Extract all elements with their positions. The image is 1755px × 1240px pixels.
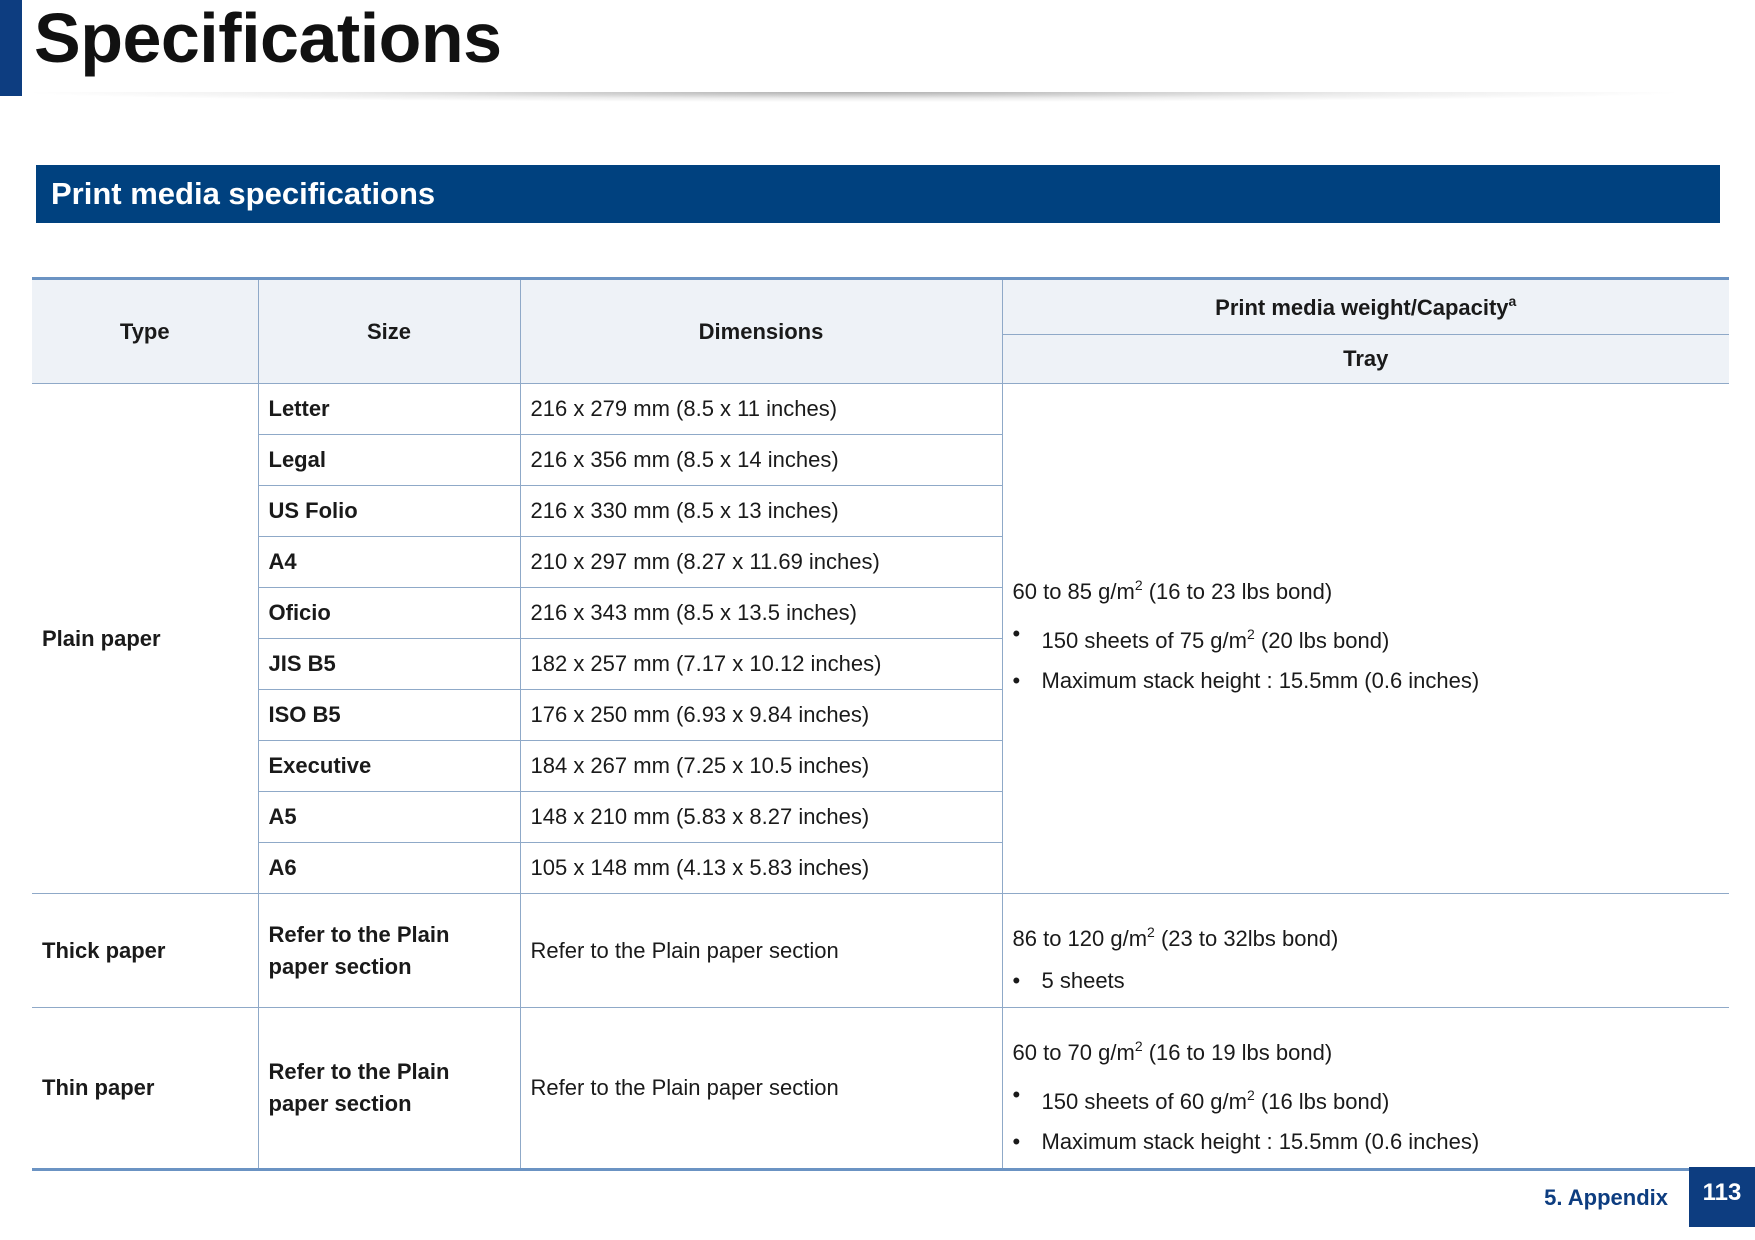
dimensions-cell: 216 x 279 mm (8.5 x 11 inches) — [520, 384, 1002, 435]
section-title: Print media specifications — [51, 176, 436, 211]
size-cell: JIS B5 — [258, 639, 520, 690]
size-cell: Oficio — [258, 588, 520, 639]
plain-paper-weight: 60 to 85 $g/m^2$ (16 to 23 lbs bond) — [1012, 576, 1333, 604]
thin-paper-capacity — [1002, 1008, 1729, 1170]
header-type: Type — [32, 279, 258, 384]
size-cell: A6 — [258, 843, 520, 894]
table-row — [32, 384, 1729, 435]
list-item: • 150 sheets of 60 $g/m^2$ (16 lbs bond) — [1012, 1082, 1390, 1114]
bullet-icon: • — [1012, 968, 1021, 993]
dimensions-cell: 184 x 267 mm (7.25 x 10.5 inches) — [520, 741, 1002, 792]
table-row-thick-paper — [32, 894, 1729, 1008]
bullet-icon: • — [1012, 1129, 1021, 1154]
footnote-marker: a — [1508, 293, 1517, 309]
dimensions-cell: 216 x 356 mm (8.5 x 14 inches) — [520, 435, 1002, 486]
bullet-icon: • — [1012, 667, 1021, 693]
dimensions-cell: 216 x 343 mm (8.5 x 13.5 inches) — [520, 588, 1002, 639]
type-thin-paper: Thin paper — [32, 1008, 258, 1170]
dimensions-cell: 148 x 210 mm (5.83 x 8.27 inches) — [520, 792, 1002, 843]
dimensions-cell: 105 x 148 mm (4.13 x 5.83 inches) — [520, 843, 1002, 894]
size-cell: Letter — [258, 384, 520, 435]
title-accent-bar — [0, 0, 22, 96]
table-row-thin-paper — [32, 1008, 1729, 1170]
header-dimensions: Dimensions — [520, 279, 1002, 384]
thick-paper-capacity — [1002, 894, 1729, 1008]
footer-chapter: 5. Appendix — [1544, 1185, 1668, 1210]
dimensions-cell: Refer to the Plain paper section — [520, 894, 1002, 1008]
dimensions-cell: Refer to the Plain paper section — [520, 1008, 1002, 1170]
page-title: Specifications — [34, 0, 502, 77]
bullet-icon: • — [1012, 1082, 1021, 1107]
list-item: • 5 sheets — [1012, 968, 1125, 993]
list-item: • Maximum stack height : 15.5mm (0.6 inches) — [1012, 667, 1480, 693]
header-weight-capacity — [1002, 279, 1729, 335]
thin-paper-weight: 60 to 70 $g/m^2$ (16 to 19 lbs bond) — [1012, 1038, 1333, 1065]
dimensions-cell: 176 x 250 mm (6.93 x 9.84 inches) — [520, 690, 1002, 741]
size-cell: A4 — [258, 537, 520, 588]
size-cell: US Folio — [258, 486, 520, 537]
page-number: 113 — [1689, 1167, 1755, 1227]
bullet-icon: • — [1012, 620, 1021, 646]
size-cell: Legal — [258, 435, 520, 486]
dimensions-cell: 216 x 330 mm (8.5 x 13 inches) — [520, 486, 1002, 537]
size-cell: Refer to the Plain paper section — [258, 894, 520, 1008]
thick-paper-weight: 86 to 120 $g/m^2$ (23 to 32lbs bond) — [1012, 924, 1339, 951]
print-media-specs-table — [32, 277, 1729, 1171]
header-weight-capacity-label: Print media weight/Capacity — [1215, 295, 1509, 320]
header-tray: Tray — [1002, 335, 1729, 384]
section-header — [36, 165, 1720, 223]
list-item: • Maximum stack height : 15.5mm (0.6 inches) — [1012, 1129, 1480, 1154]
dimensions-cell: 210 x 297 mm (8.27 x 11.69 inches) — [520, 537, 1002, 588]
size-cell: ISO B5 — [258, 690, 520, 741]
list-item: • 150 sheets of 75 $g/m^2$ (20 lbs bond) — [1012, 620, 1390, 653]
dimensions-cell: 182 x 257 mm (7.17 x 10.12 inches) — [520, 639, 1002, 690]
type-plain-paper: Plain paper — [32, 384, 258, 894]
title-divider — [34, 92, 1674, 102]
header-size: Size — [258, 279, 520, 384]
size-cell: Refer to the Plain paper section — [258, 1008, 520, 1170]
size-cell: A5 — [258, 792, 520, 843]
type-thick-paper: Thick paper — [32, 894, 258, 1008]
plain-paper-capacity — [1002, 384, 1729, 894]
size-cell: Executive — [258, 741, 520, 792]
